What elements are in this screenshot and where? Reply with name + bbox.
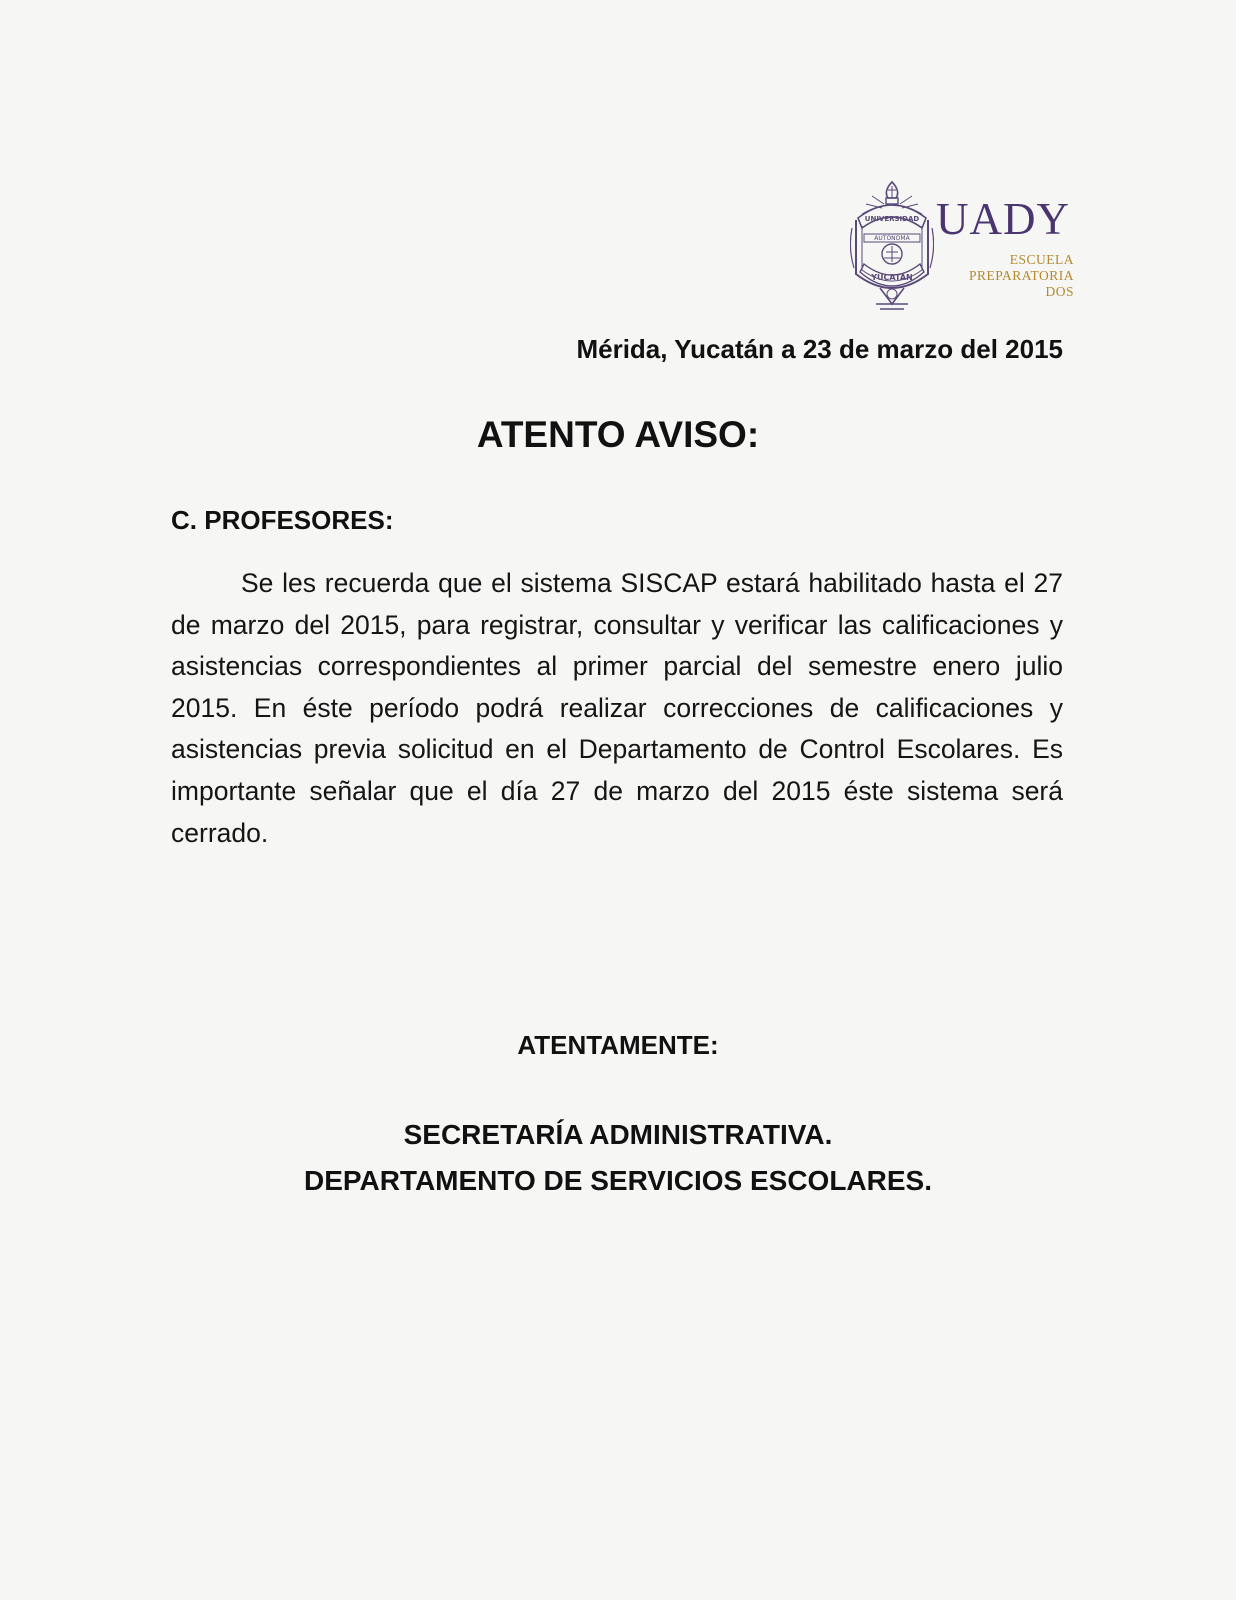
seal-text-bottom: YUCATÁN (871, 273, 913, 282)
uady-logo (850, 178, 1080, 312)
seal-text-middle: AUTÓNOMA (874, 235, 910, 242)
document-date: Mérida, Yucatán a 23 de marzo del 2015 (576, 334, 1063, 364)
signature-line-2: DEPARTAMENTO DE SERVICIOS ESCOLARES. (303, 1165, 933, 1196)
signature-block (0, 1112, 1236, 1204)
logo-school-line: PREPARATORIA (968, 268, 1074, 283)
document-title: ATENTO AVISO: (476, 414, 760, 455)
logo-school-line: ESCUELA (1009, 252, 1074, 267)
university-seal-icon (850, 178, 934, 312)
seal-text-top: UNIVERSIDAD (864, 215, 920, 223)
signature-line-1: SECRETARÍA ADMINISTRATIVA. (403, 1119, 833, 1150)
logo-school-line: DOS (1045, 284, 1074, 299)
closing: ATENTAMENTE: (517, 1030, 719, 1060)
logo-school-name (969, 252, 1074, 300)
salutation: C. PROFESORES: (171, 505, 394, 535)
body-paragraph: Se les recuerda que el sistema SISCAP estará habilitado hasta el 27 de marzo del 2015, para registrar, consultar y verificar las calificaciones y asistencias correspondientes al primer parcial del semestre enero julio 2015. En éste período podrá realizar correcciones de calificaciones y asistencias previa solicitud en el Departamento de Control Escolares. Es importante señalar que el día 27 de marzo del 2015 éste sistema será cerrado. (171, 568, 1063, 848)
logo-brand: UADY (936, 194, 1070, 244)
